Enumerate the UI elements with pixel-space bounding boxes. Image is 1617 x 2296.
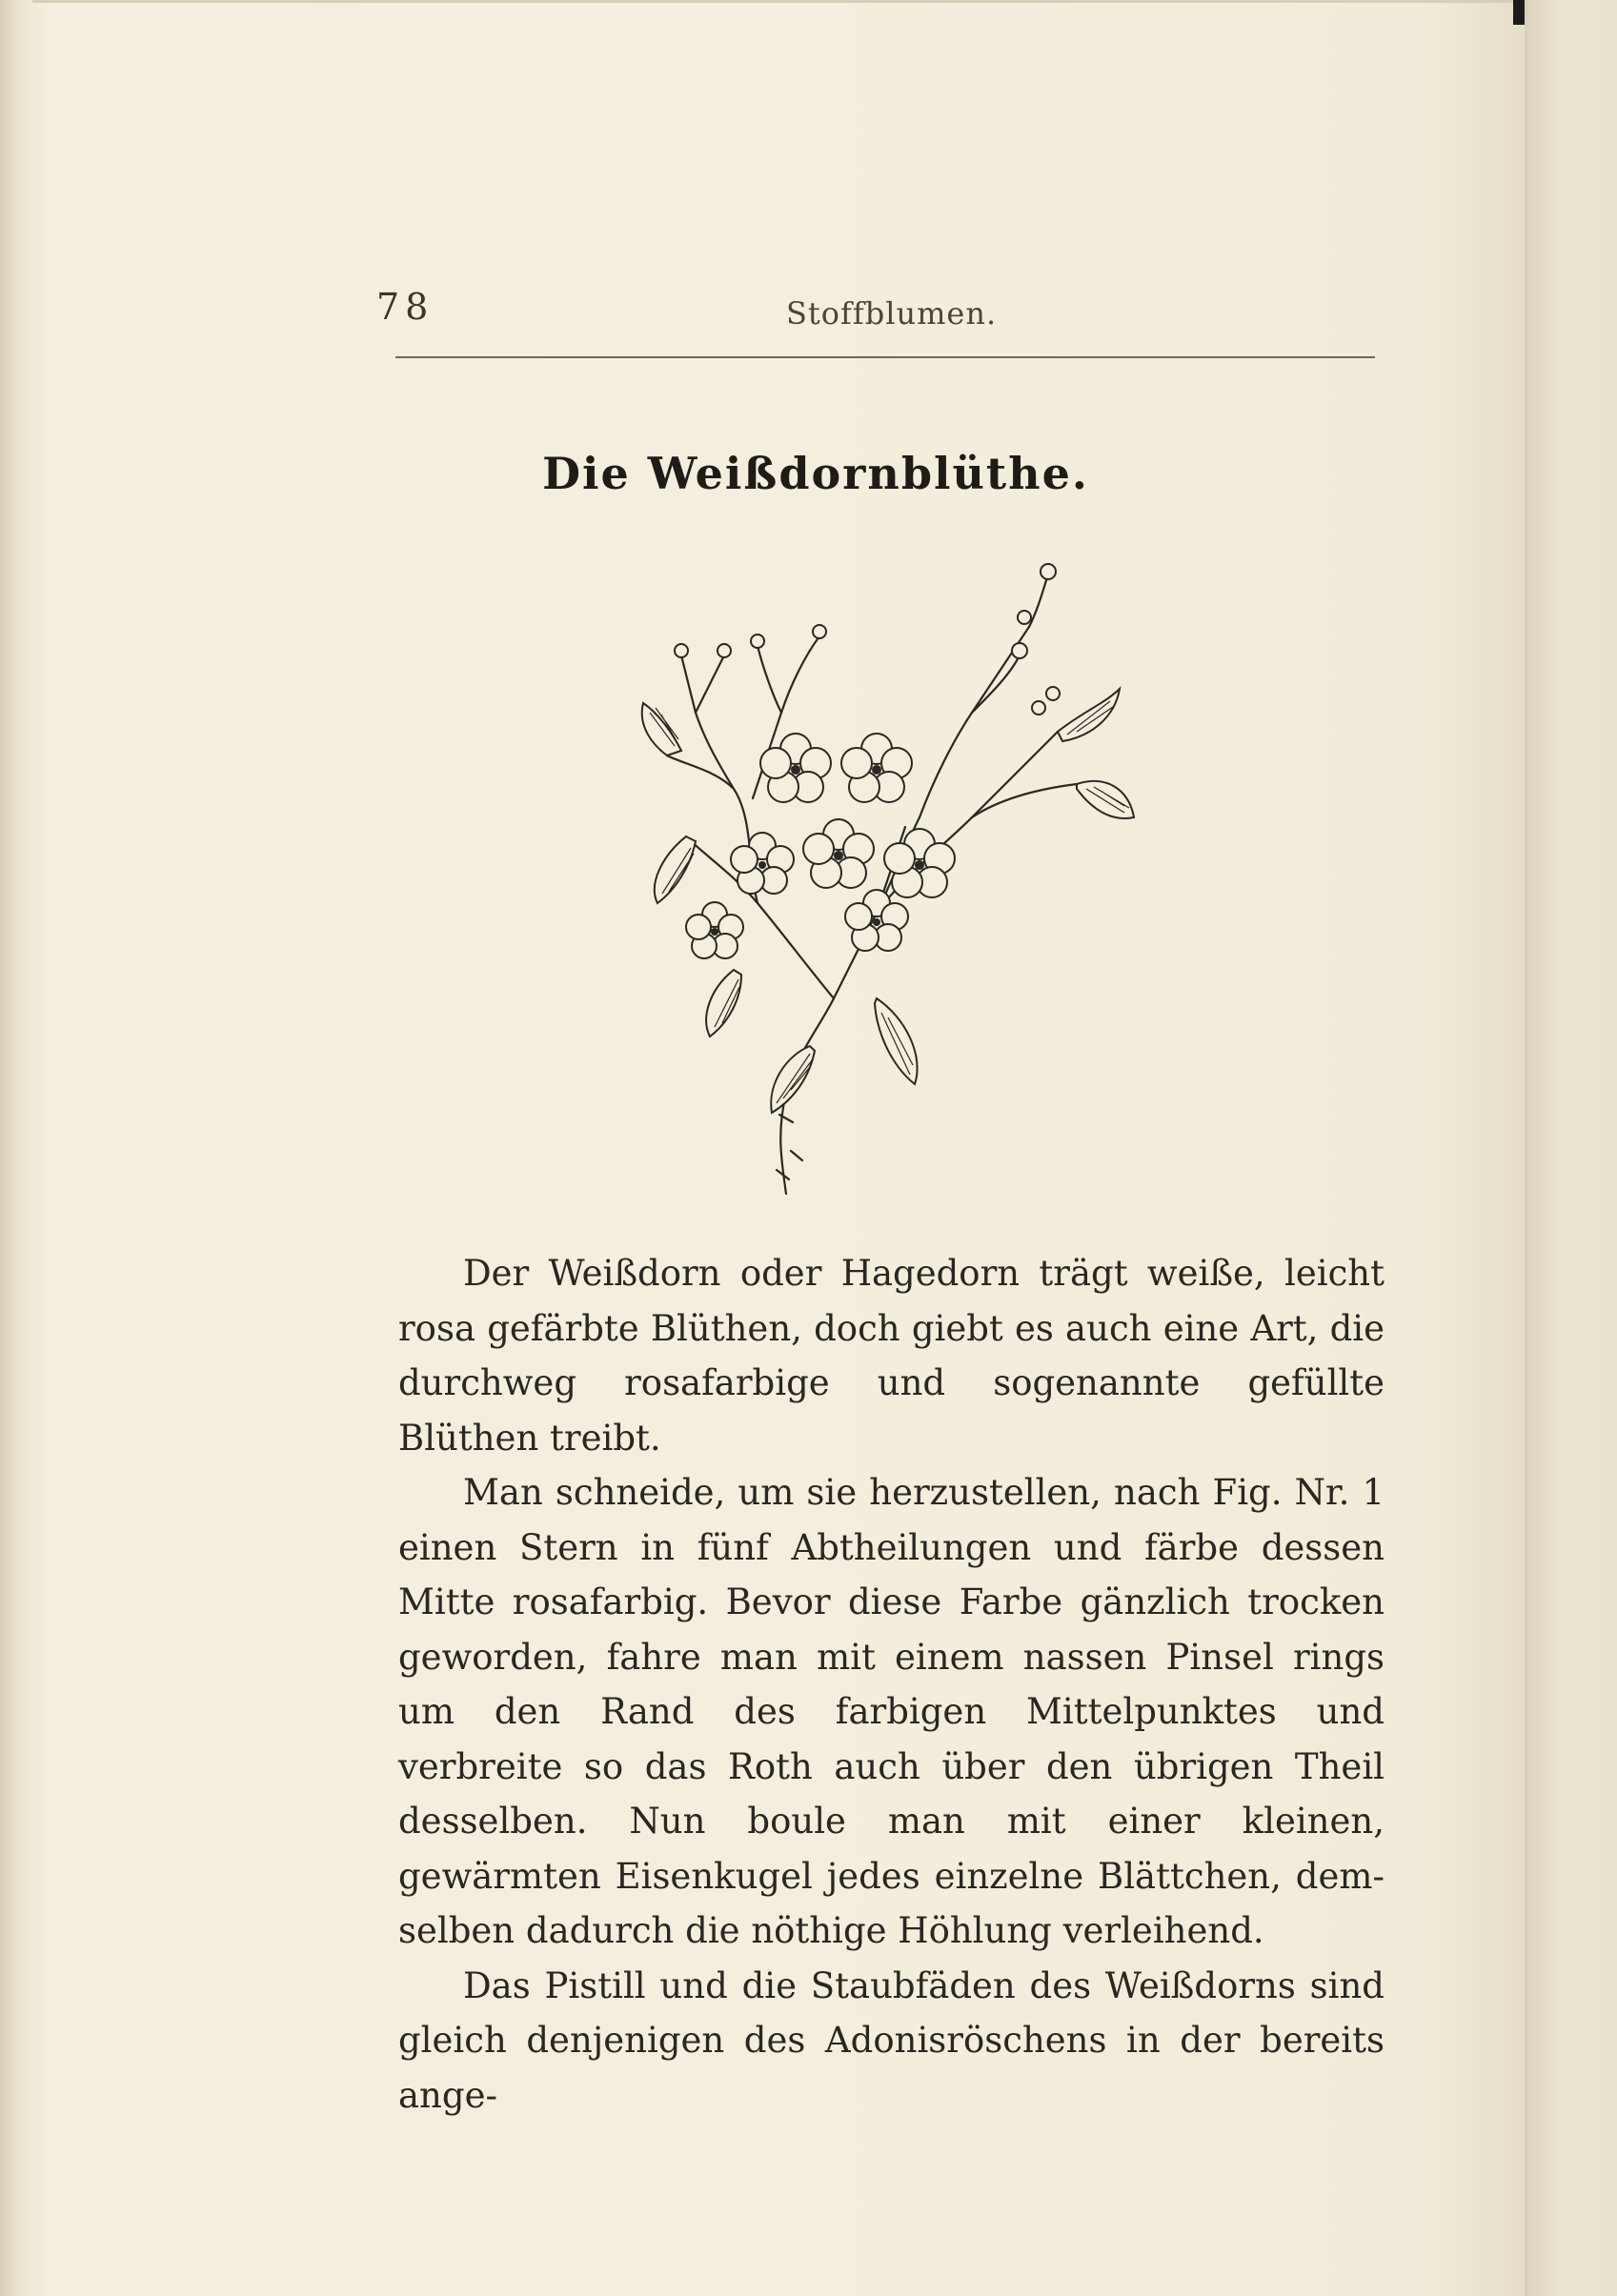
paragraph: Man schneide, um sie herzustellen, nach Fig. Nr. 1 einen Stern in fünf Abtheilungen und färbe dessen Mitte rosafarbig. Bevor diese Farbe gänzlich trocken geworden, fahre man mit einem nassen Pinsel rings um den Rand des farbigen Mittelpunktes und verbreite so das Roth auch über den übrigen Theil desselben. Nun boule man mit einer kleinen, gewärmten Eisenkugel jedes einzelne Blättchen, demselben dadurch die nöthige Höhlung verleihend. (398, 1472, 1385, 1951)
next-page-edge (1528, 0, 1617, 2296)
chapter-heading (0, 448, 1617, 499)
page-top-edge (32, 0, 1519, 3)
page-left-edge (0, 0, 32, 2296)
hawthorn-illustration (591, 551, 1162, 1218)
page-number: 78 (376, 286, 435, 328)
running-title: Stoffblumen. (786, 295, 998, 332)
corner-mark (1513, 0, 1525, 25)
body-text (398, 1246, 1385, 2123)
paragraph: Der Weißdorn oder Hagedorn trägt weiße, leicht rosa gefärbte Blüthen, doch giebt es auch eine Art, die durchweg rosafarbige und sogenannte gefüllte Blüthen treibt. (398, 1253, 1385, 1459)
running-head (376, 286, 1377, 339)
header-rule (395, 356, 1375, 358)
paragraph: Das Pistill und die Staubfäden des Weißdorns sind gleich denjenigen des Adonisröschens in der bereits ange- (398, 1964, 1385, 2116)
chapter-title: Die Weißdornblüthe. (542, 448, 1089, 499)
